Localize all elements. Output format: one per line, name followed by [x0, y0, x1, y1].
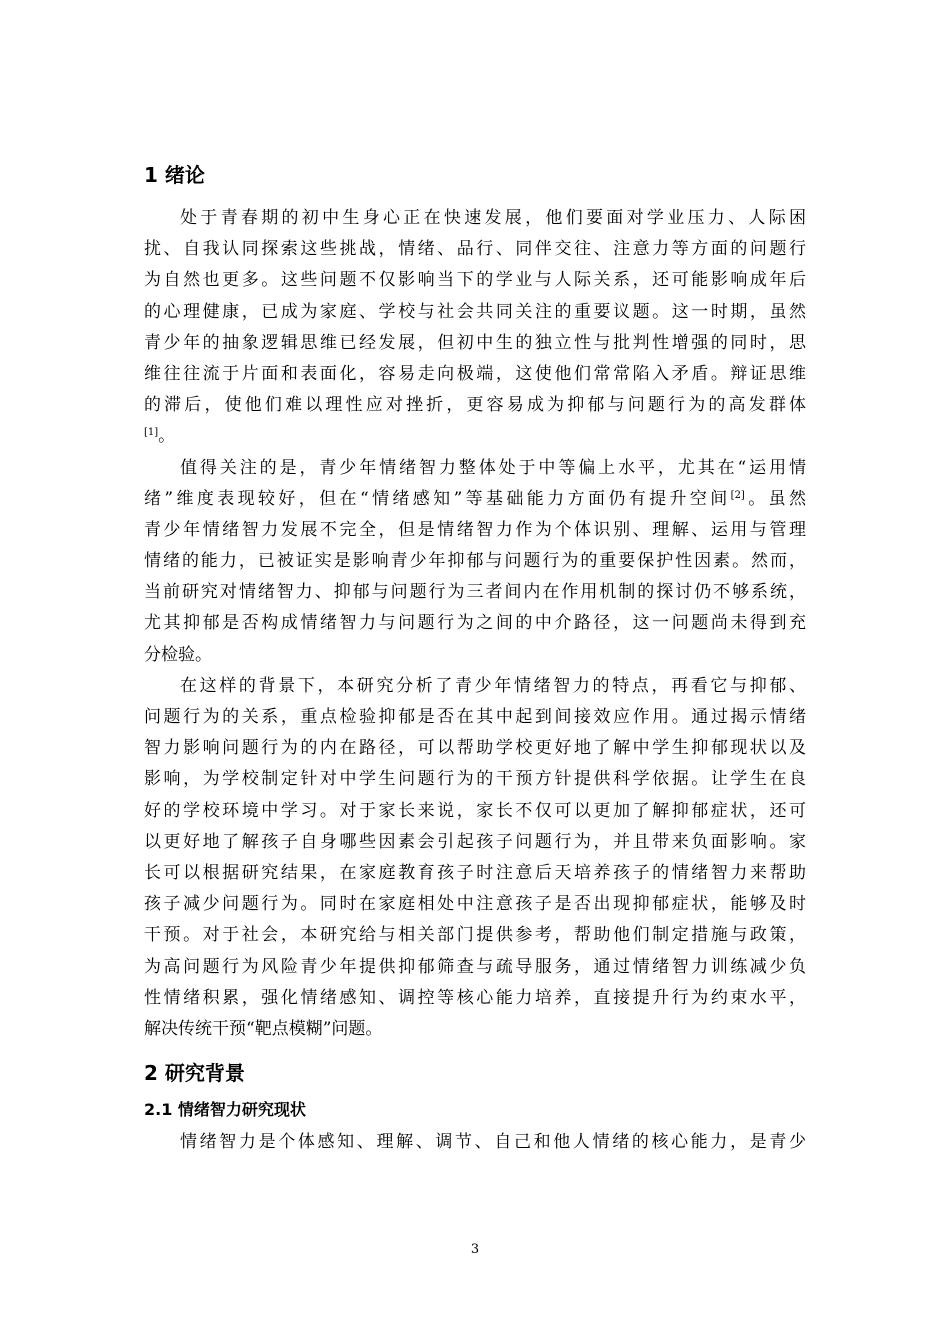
- text-fragment: 。虽然: [744, 488, 807, 509]
- text-line: 在这样的背景下，本研究分析了青少年情绪智力的特点，再看它与抑郁、: [180, 675, 806, 696]
- text-line: [144, 484, 806, 515]
- text-line: 情绪的能力，已被证实是影响青少年抑郁与问题行为的重要保护性因素。然而，: [144, 551, 806, 572]
- text-line: 为高问题行为风险青少年提供抑郁筛查与疏导服务，通过情绪智力训练减少负: [144, 956, 806, 977]
- paragraph-4: [144, 1127, 806, 1158]
- text-line: 分检验。: [144, 644, 212, 665]
- text-line: 维往往流于片面和表面化，容易走向极端，这使他们常常陷入矛盾。辩证思维: [144, 363, 806, 384]
- text-line: 扰、自我认同探索这些挑战，情绪、品行、同伴交往、注意力等方面的问题行: [144, 239, 806, 260]
- text-line: 影响，为学校制定针对中学生问题行为的干预方针提供科学依据。让学生在良: [144, 769, 806, 790]
- text-line: 情绪智力是个体感知、理解、调节、自己和他人情绪的核心能力，是青少: [180, 1132, 806, 1153]
- text-line: 干预。对于社会，本研究给与相关部门提供参考，帮助他们制定措施与政策，: [144, 925, 806, 946]
- text-line: 解决传统干预“靶点模糊”问题。: [144, 1018, 383, 1039]
- page-number: 3: [470, 1242, 480, 1257]
- text-line: 问题行为的关系，重点检验抑郁是否在其中起到间接效应作用。通过揭示情绪: [144, 707, 806, 727]
- section-heading-background: 2 研究背景: [144, 1061, 245, 1086]
- text-line: 当前研究对情绪智力、抑郁与问题行为三者间内在作用机制的探讨仍不够系统，: [144, 582, 806, 603]
- text-line: 长可以根据研究结果，在家庭教育孩子时注意后天培养孩子的情绪智力来帮助: [144, 862, 806, 883]
- paragraph-3: [144, 671, 806, 1045]
- text-fragment: 。: [158, 426, 176, 447]
- text-line: 的滞后，使他们难以理性应对挫折，更容易成为抑郁与问题行为的高发群体: [144, 395, 806, 416]
- text-line: 的心理健康，已成为家庭、学校与社会共同关注的重要议题。这一时期，虽然: [144, 301, 806, 322]
- text-line: 性情绪积累，强化情绪感知、调控等核心能力培养，直接提升行为约束水平，: [144, 987, 806, 1008]
- text-line: 值得关注的是，青少年情绪智力整体处于中等偏上水平，尤其在“运用情: [180, 457, 806, 478]
- text-line: [144, 421, 806, 452]
- paragraph-2: [144, 453, 806, 671]
- text-line: 青少年的抽象逻辑思维已经发展，但初中生的独立性与批判性增强的同时，思: [144, 332, 806, 353]
- text-line: 青少年情绪智力发展不完全，但是情绪智力作为个体识别、理解、运用与管理: [144, 519, 806, 540]
- text-line: 尤其抑郁是否构成情绪智力与问题行为之间的中介路径，这一问题尚未得到充: [144, 613, 806, 634]
- text-line: 智力影响问题行为的内在路径，可以帮助学校更好地了解中学生抑郁现状以及: [144, 738, 806, 759]
- text-fragment: 绪”维度表现较好，但在“情绪感知”等基础能力方面仍有提升空间: [144, 488, 731, 509]
- text-line: 为自然也更多。这些问题不仅影响当下的学业与人际关系，还可能影响成年后: [144, 270, 806, 291]
- paragraph-1: [144, 203, 806, 453]
- citation-ref-1: [1]: [144, 427, 159, 439]
- page-content: [144, 155, 806, 1158]
- citation-ref-2: [2]: [730, 489, 745, 501]
- text-line: 处于青春期的初中生身心正在快速发展，他们要面对学业压力、人际困: [180, 208, 806, 228]
- section-heading-introduction: 1 绪论: [144, 163, 205, 187]
- text-line: 以更好地了解孩子自身哪些因素会引起孩子问题行为，并且带来负面影响。家: [144, 831, 806, 852]
- subsection-heading-ei-status: 2.1 情绪智力研究现状: [144, 1100, 306, 1120]
- text-line: 孩子减少问题行为。同时在家庭相处中注意孩子是否出现抑郁症状，能够及时: [144, 894, 806, 915]
- text-line: 好的学校环境中学习。对于家长来说，家长不仅可以更加了解抑郁症状，还可: [144, 800, 806, 821]
